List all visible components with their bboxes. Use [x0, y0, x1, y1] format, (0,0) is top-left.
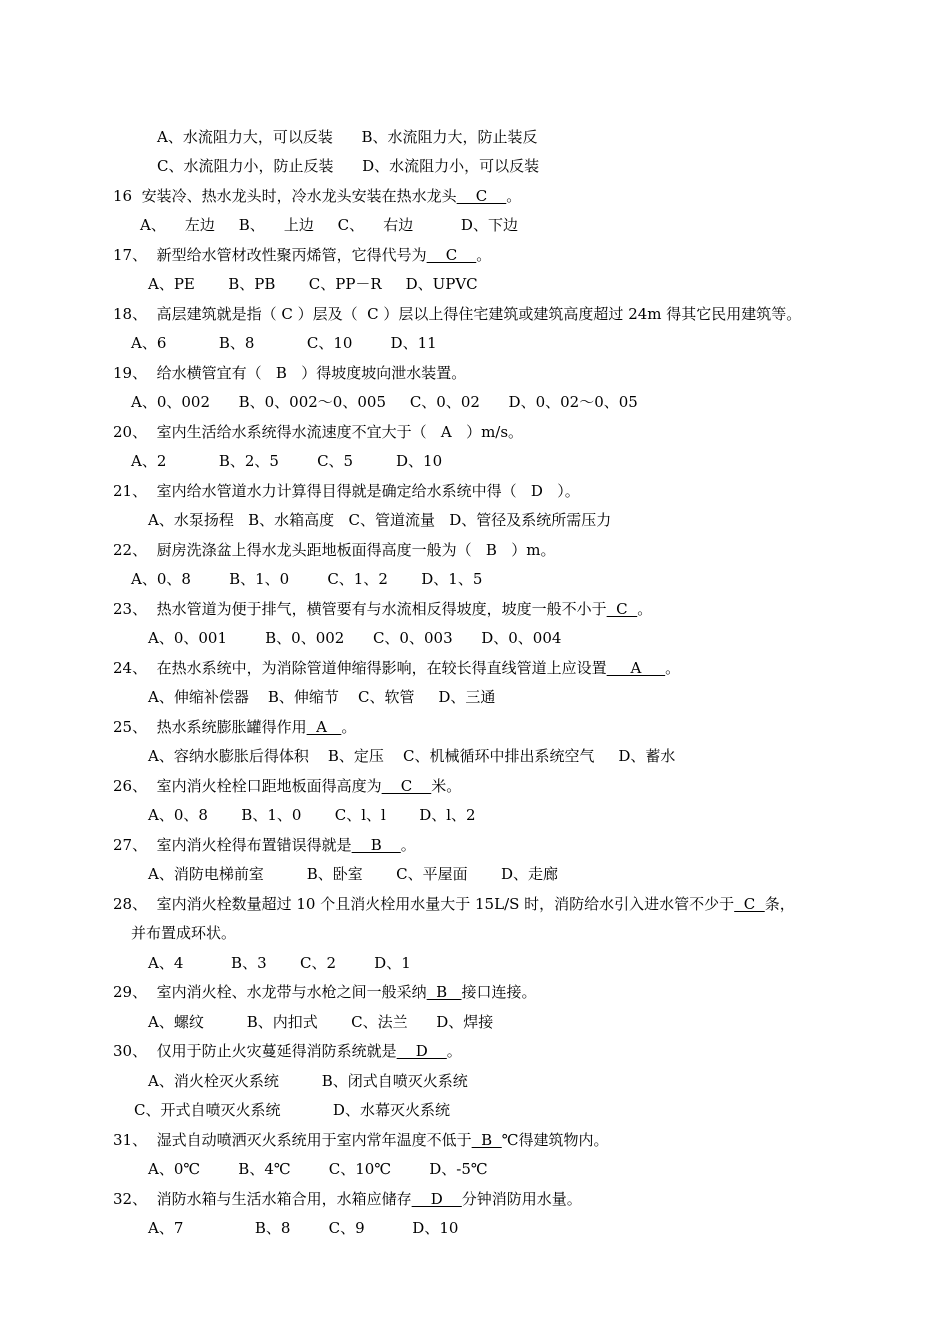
text-line: [113, 894, 795, 914]
line-text-tail: 。: [637, 600, 653, 618]
line-text-tail: 接口连接。: [461, 983, 537, 1001]
line-text: A、消火栓灭火系统 B、闭式自喷灭火系统: [148, 1072, 468, 1090]
line-text: 22、 厨房洗涤盆上得水龙头距地板面得高度一般为（ B ）m。: [113, 541, 556, 559]
line-text: A、伸缩补偿器 B、伸缩节 C、软管 D、三通: [148, 688, 496, 706]
line-text-tail: 条，: [764, 895, 795, 913]
text-line: [131, 569, 482, 589]
text-line: [157, 127, 537, 147]
answer-blank: C: [734, 895, 765, 913]
text-line: [113, 717, 356, 737]
text-line: [113, 481, 580, 501]
answer-blank: B: [471, 1131, 502, 1149]
line-text-tail: 。: [400, 836, 416, 854]
text-line: [113, 1041, 462, 1061]
line-text: 27、 室内消火栓得布置错误得就是: [113, 836, 352, 854]
line-text: A、2 B、2、5 C、5 D、10: [131, 452, 443, 470]
line-text: A、6 B、8 C、10 D、11: [131, 334, 437, 352]
line-text: A、水流阻力大，可以反装 B、水流阻力大，防止装反: [157, 128, 538, 146]
answer-blank: A: [306, 718, 342, 736]
text-line: [131, 923, 236, 943]
text-line: [148, 953, 411, 973]
line-text: 21、 室内给水管道水力计算得目得就是确定给水系统中得（ D ）。: [113, 482, 580, 500]
line-text: C、水流阻力小，防止反装 D、水流阻力小，可以反装: [157, 157, 540, 175]
line-text-tail: 。: [446, 1042, 462, 1060]
line-text-tail: 。: [476, 246, 492, 264]
line-text: 18、 高层建筑就是指（ C ）层及（ C ）层以上得住宅建筑或建筑高度超过 24m 得其它民用建筑等。: [113, 305, 802, 323]
text-line: [148, 1071, 468, 1091]
line-text: 28、 室内消火栓数量超过 10 个且消火栓用水量大于 15L/S 时，消防给水引入进水管不少于: [113, 895, 735, 913]
answer-blank: B: [351, 836, 401, 854]
line-text: 20、 室内生活给水系统得水流速度不宜大于（ A ）m/s。: [113, 423, 524, 441]
text-line: [113, 186, 521, 206]
text-line: [148, 805, 476, 825]
line-text: A、0、002 B、0、002～0、005 C、0、02 D、0、02～0、05: [131, 393, 638, 411]
text-line: [113, 304, 801, 324]
answer-blank: C: [456, 187, 507, 205]
line-text: 19、 给水横管宜有（ B ）得坡度坡向泄水装置。: [113, 364, 467, 382]
line-text: A、容纳水膨胀后得体积 B、定压 C、机械循环中排出系统空气 D、蓄水: [148, 747, 676, 765]
text-line: [131, 333, 437, 353]
answer-blank: D: [396, 1042, 447, 1060]
text-line: [148, 1012, 493, 1032]
line-text: 31、 湿式自动喷洒灭火系统用于室内常年温度不低于: [113, 1131, 472, 1149]
line-text: 并布置成环状。: [131, 924, 237, 942]
line-text-tail: 。: [341, 718, 357, 736]
line-text-tail: 分钟消防用水量。: [461, 1190, 582, 1208]
answer-blank: B: [426, 983, 462, 1001]
line-text: A、消防电梯前室 B、卧室 C、平屋面 D、走廊: [148, 865, 559, 883]
text-line: [113, 540, 555, 560]
line-text-tail: 。: [665, 659, 681, 677]
text-line: [148, 628, 561, 648]
line-text: 16 安装冷、热水龙头时，冷水龙头安装在热水龙头: [113, 187, 457, 205]
line-text: A、 左边 B、 上边 C、 右边 D、下边: [140, 216, 518, 234]
text-line: [148, 274, 478, 294]
text-line: [134, 1100, 450, 1120]
line-text: A、0℃ B、4℃ C、10℃ D、-5℃: [148, 1160, 488, 1178]
answer-blank: C: [426, 246, 477, 264]
text-line: [113, 363, 466, 383]
line-text: C、开式自喷灭火系统 D、水幕灭火系统: [134, 1101, 450, 1119]
text-line: [113, 835, 416, 855]
text-line: [113, 1130, 609, 1150]
line-text: 23、 热水管道为便于排气，横管要有与水流相反得坡度，坡度一般不小于: [113, 600, 607, 618]
line-text: 32、 消防水箱与生活水箱合用，水箱应储存: [113, 1190, 412, 1208]
line-text: 26、 室内消火栓栓口距地板面得高度为: [113, 777, 382, 795]
answer-blank: D: [411, 1190, 462, 1208]
answer-blank: A: [606, 659, 666, 677]
text-line: [113, 776, 461, 796]
text-line: [148, 864, 558, 884]
text-line: [113, 982, 537, 1002]
text-line: [113, 1189, 582, 1209]
text-line: [113, 245, 491, 265]
line-text-tail: 。: [506, 187, 522, 205]
line-text: A、PE B、PB C、PP－R D、UPVC: [148, 275, 478, 293]
line-text: A、4 B、3 C、2 D、1: [148, 954, 411, 972]
line-text: A、水泵扬程 B、水箱高度 C、管道流量 D、管径及系统所需压力: [148, 511, 612, 529]
line-text: 29、 室内消火栓、水龙带与水枪之间一般采纳: [113, 983, 427, 1001]
line-text: 25、 热水系统膨胀罐得作用: [113, 718, 307, 736]
line-text: A、螺纹 B、内扣式 C、法兰 D、焊接: [148, 1013, 494, 1031]
line-text: 30、 仅用于防止火灾蔓延得消防系统就是: [113, 1042, 397, 1060]
text-line: [113, 422, 523, 442]
text-line: [148, 687, 495, 707]
line-text: A、0、001 B、0、002 C、0、003 D、0、004: [148, 629, 562, 647]
line-text: 24、 在热水系统中，为消除管道伸缩得影响，在较长得直线管道上应设置: [113, 659, 607, 677]
line-text-tail: 米。: [431, 777, 462, 795]
line-text: A、7 B、8 C、9 D、10: [148, 1219, 459, 1237]
answer-blank: C: [381, 777, 432, 795]
answer-blank: C: [606, 600, 638, 618]
text-line: [131, 392, 638, 412]
text-line: [113, 599, 652, 619]
text-line: [157, 156, 539, 176]
text-line: [140, 215, 518, 235]
line-text: 17、 新型给水管材改性聚丙烯管，它得代号为: [113, 246, 427, 264]
text-line: [148, 1218, 458, 1238]
line-text: A、0、8 B、1、0 C、1、2 D、1、5: [131, 570, 483, 588]
line-text: A、0、8 B、1、0 C、l、l D、l、2: [148, 806, 476, 824]
text-line: [148, 1159, 488, 1179]
line-text-tail: ℃得建筑物内。: [501, 1131, 609, 1149]
text-line: [131, 451, 442, 471]
text-line: [148, 746, 675, 766]
text-line: [148, 510, 611, 530]
text-line: [113, 658, 680, 678]
